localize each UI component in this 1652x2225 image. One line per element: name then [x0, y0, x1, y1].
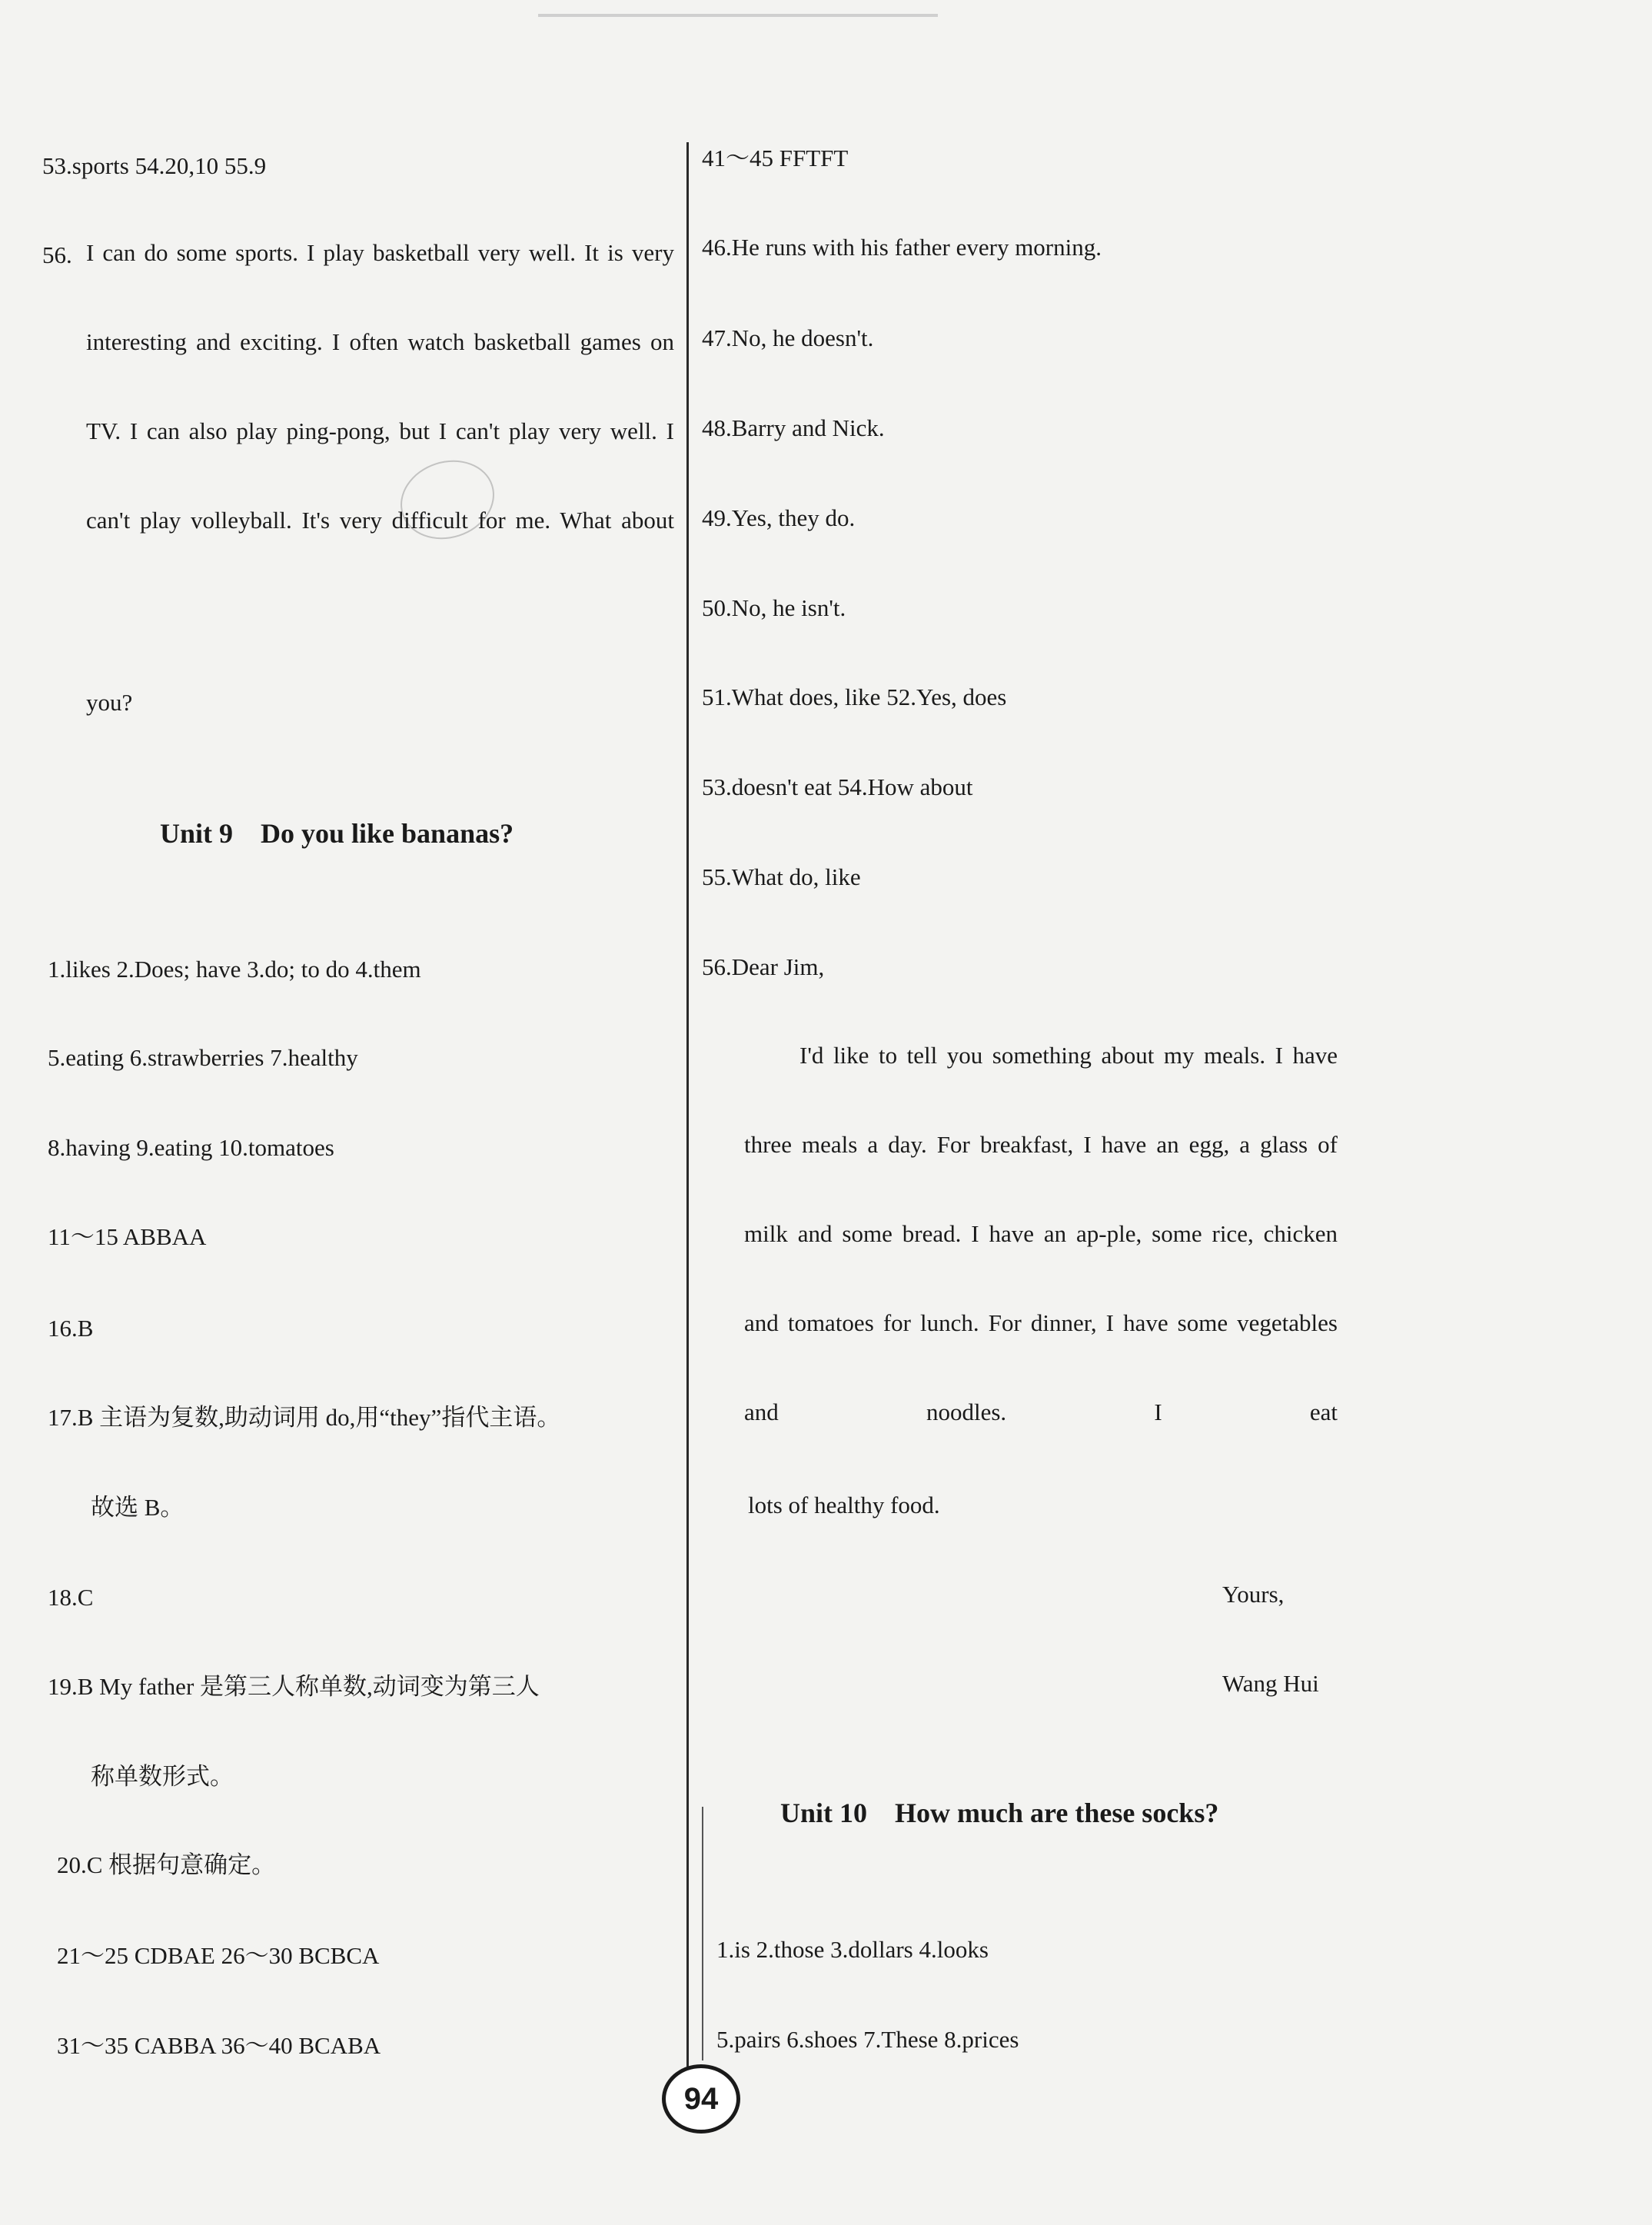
- unit10-answer-1-4: 1.is 2.those 3.dollars 4.looks: [716, 1936, 989, 1963]
- unit9-number: Unit 9: [160, 818, 234, 849]
- answer-53-54: 53.doesn't eat 54.How about: [702, 773, 973, 800]
- page-number-badge: [662, 2064, 740, 2134]
- answer-41-45: 41～45 FFTFT: [702, 145, 849, 171]
- scan-mark: [538, 14, 938, 17]
- answer-17: 17.B 主语为复数,助动词用 do,用“they”指代主语。: [48, 1404, 561, 1431]
- unit10-heading: [780, 1799, 1218, 1827]
- answer-5-7: 5.eating 6.strawberries 7.healthy: [48, 1044, 358, 1071]
- answer-17-cont: 故选 B。: [91, 1494, 184, 1521]
- answer-19-cont: 称单数形式。: [91, 1763, 234, 1790]
- unit10-title: How much are these socks?: [895, 1798, 1219, 1828]
- answer-56-last-line: you?: [86, 689, 133, 716]
- answer-56-label: 56.: [42, 241, 72, 268]
- answer-46: 46.He runs with his father every morning.: [702, 234, 1102, 261]
- page-number: 94: [683, 2081, 719, 2116]
- answer-56-text: I can do some sports. I play basketball very well. It is very interesting and exciting. I often watch basketball games on TV. I can also play ping-pong, but I can't play very well. I can't play volleyball. It's very difficult for me. What about: [86, 239, 674, 534]
- answer-55: 55.What do, like: [702, 863, 861, 890]
- answer-21-30: 21～25 CDBAE 26～30 BCBCA: [57, 1942, 380, 1969]
- letter-body: I'd like to tell you something about my meals. I have three meals a day. For breakfast, I have an egg, a glass of milk and some bread. I have an ap-ple, some rice, chicken and tomatoes for lunch. For dinner, I have some vegetables and noodles. I eat: [744, 1042, 1338, 1425]
- unit9-heading: [160, 820, 514, 847]
- letter-closing: Yours,: [1222, 1581, 1285, 1608]
- answer-53-55: 53.sports 54.20,10 55.9: [42, 152, 267, 179]
- answer-19: 19.B My father 是第三人称单数,动词变为第三人: [48, 1673, 540, 1700]
- answer-18: 18.C: [48, 1584, 94, 1611]
- unit10-answer-5-8: 5.pairs 6.shoes 7.These 8.prices: [716, 2026, 1019, 2053]
- letter-last-line: lots of healthy food.: [748, 1492, 940, 1518]
- answer-47: 47.No, he doesn't.: [702, 324, 874, 351]
- answer-31-40: 31～35 CABBA 36～40 BCABA: [57, 2032, 381, 2059]
- answer-8-10: 8.having 9.eating 10.tomatoes: [48, 1134, 334, 1161]
- column-divider: [686, 142, 689, 2087]
- answer-20: 20.C 根据句意确定。: [57, 1851, 276, 1878]
- answer-1-4: 1.likes 2.Does; have 3.do; to do 4.them: [48, 956, 421, 983]
- unit9-title: Do you like bananas?: [261, 818, 514, 849]
- answer-16: 16.B: [48, 1315, 94, 1342]
- unit10-number: Unit 10: [780, 1798, 868, 1828]
- answer-51-52: 51.What does, like 52.Yes, does: [702, 683, 1007, 710]
- answer-48: 48.Barry and Nick.: [702, 414, 885, 441]
- answer-49: 49.Yes, they do.: [702, 504, 856, 531]
- letter-signature: Wang Hui: [1222, 1670, 1319, 1697]
- answer-56: 56.Dear Jim,: [702, 953, 825, 980]
- answer-50: 50.No, he isn't.: [702, 594, 846, 621]
- column-divider-lower: [702, 1807, 703, 2060]
- answer-11-15: 11～15 ABBAA: [48, 1223, 207, 1250]
